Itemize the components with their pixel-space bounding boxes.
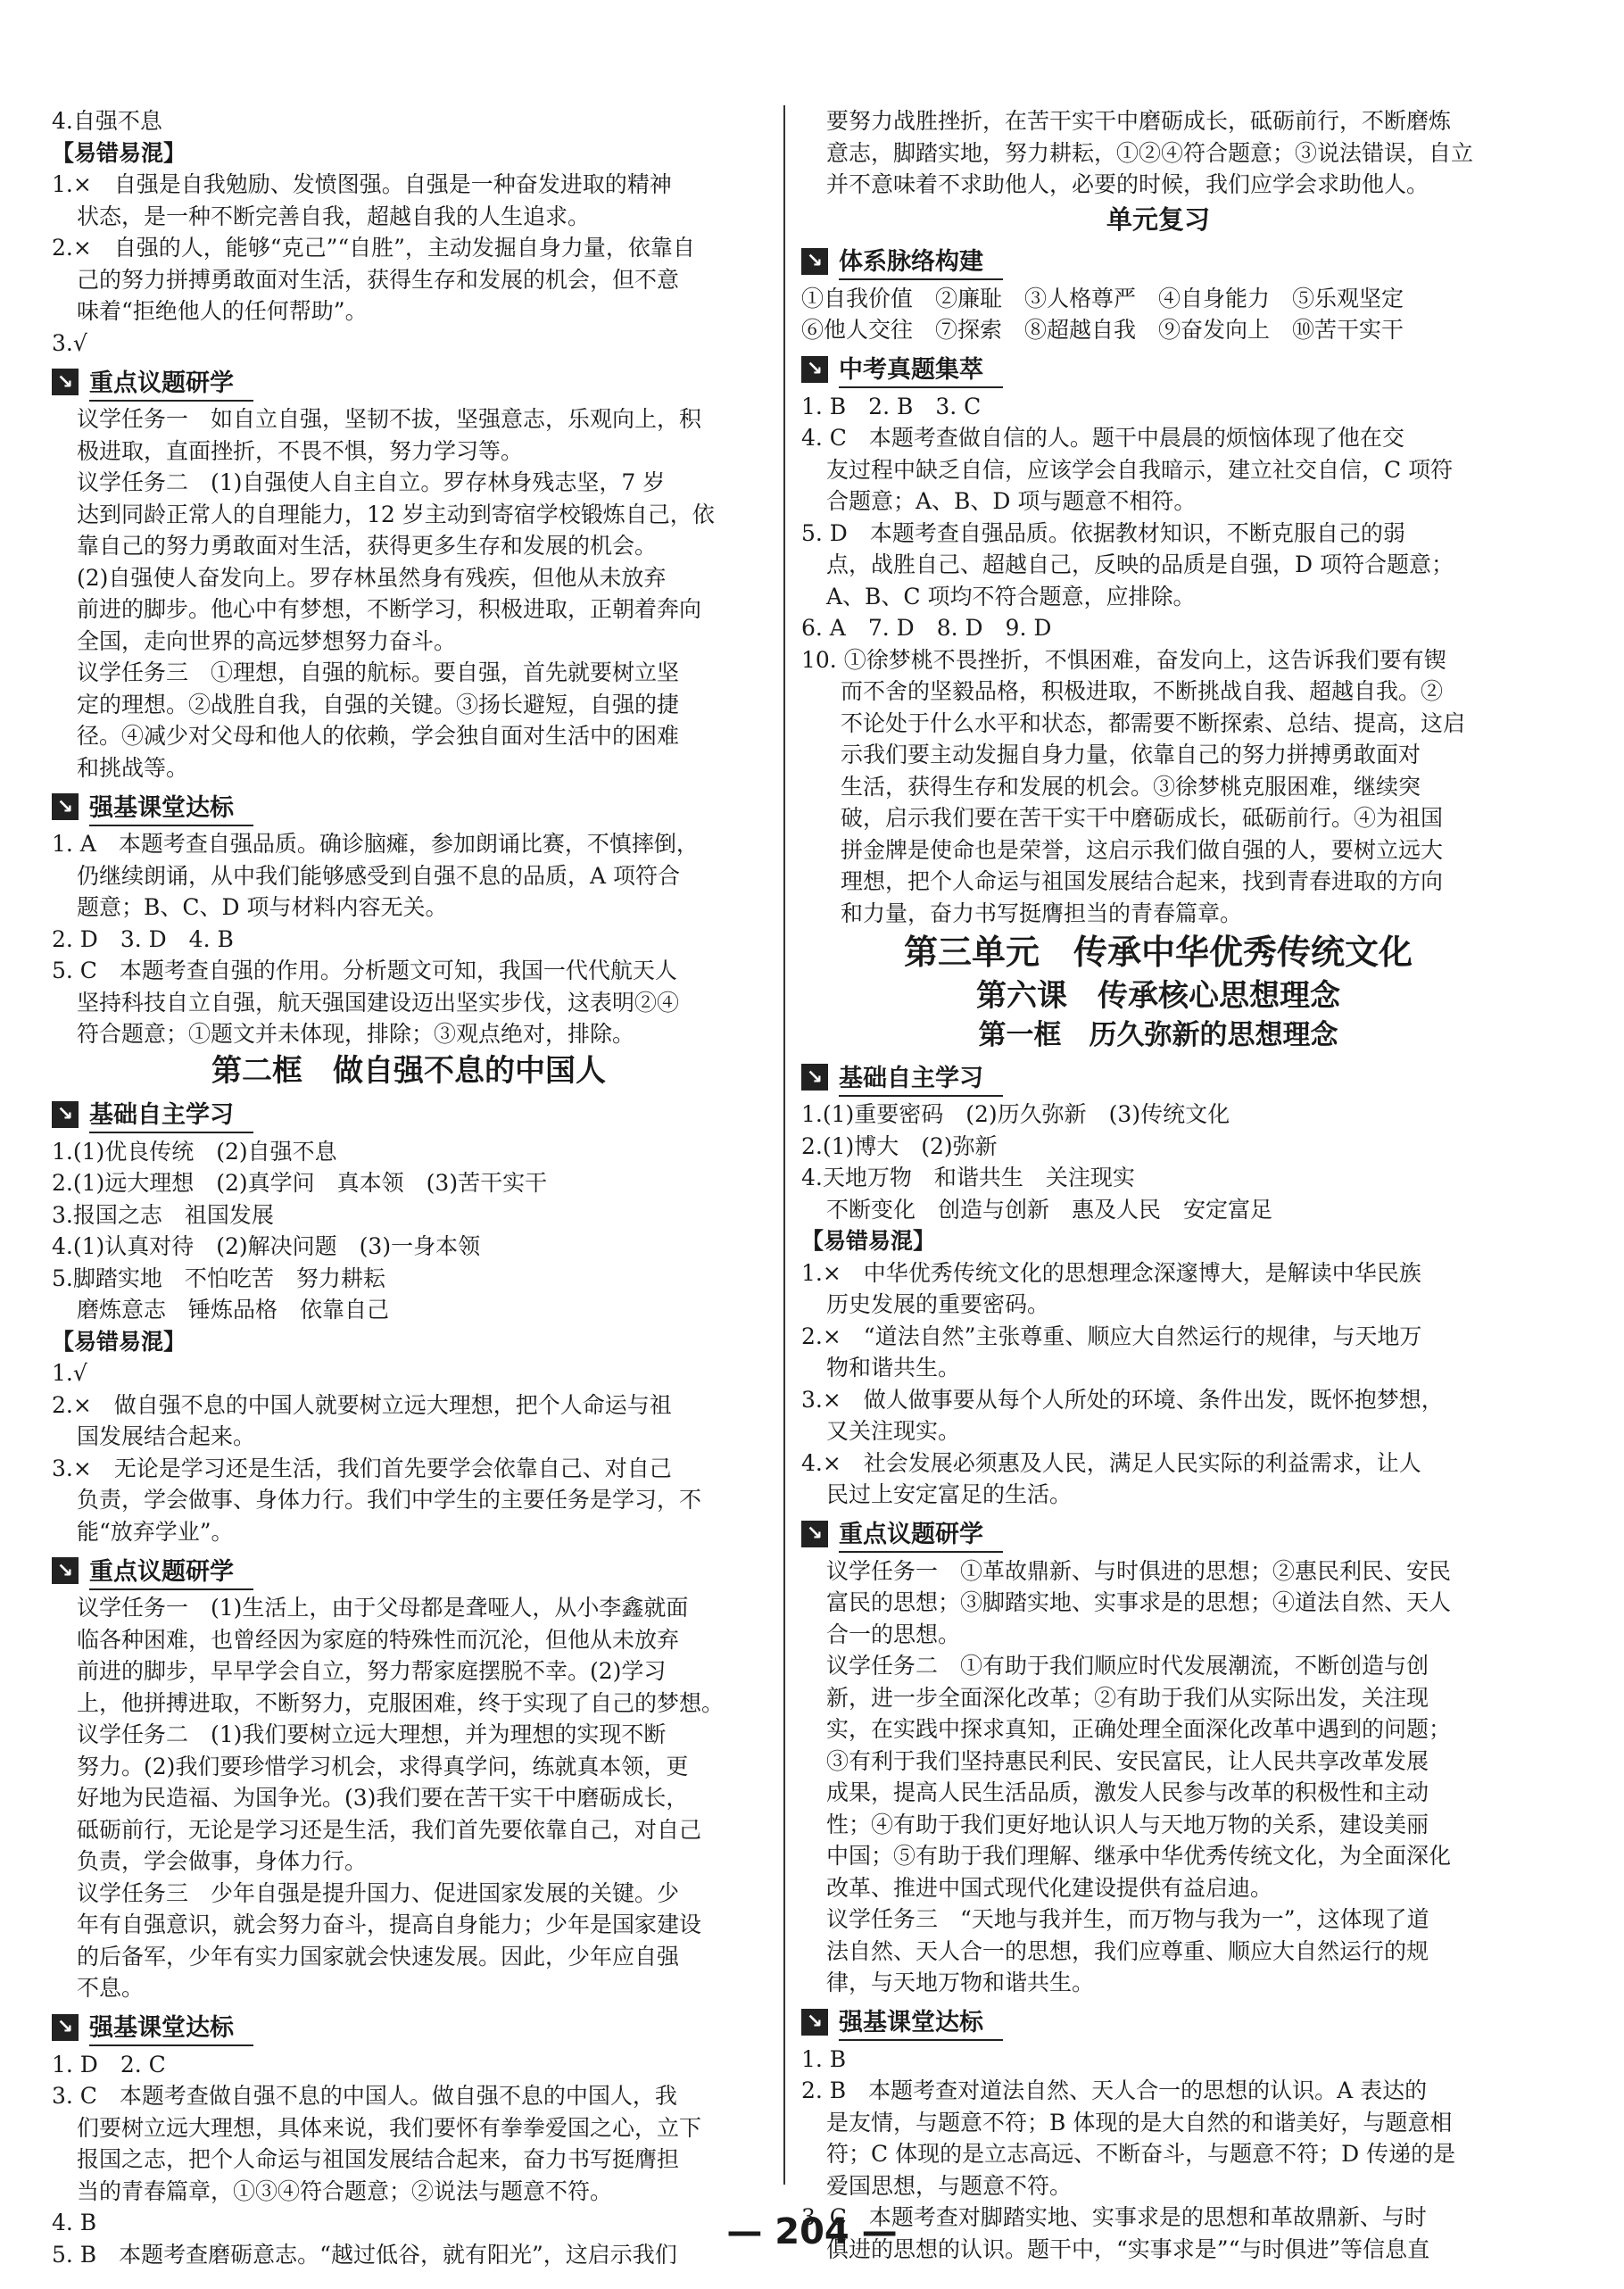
text-line: 议学任务一 如自立自强，坚韧不拔，坚强意志，乐观向上，积 [77,406,702,432]
text-line: 好地为民造福、为国争光。(3)我们要在苦干实干中磨砺成长， [77,1785,689,1811]
text-line: 4. C 本题考查做自信的人。题干中晨晨的烦恼体现了他在交 [801,425,1404,451]
text-line: 合一的思想。 [826,1621,961,1647]
section-header [801,1514,1515,1554]
text-line: 达到同龄正常人的自理能力，12 岁主动到寄宿学校锻炼自己，依 [77,501,715,527]
unit-title: 第三单元 传承中华优秀传统文化 [903,933,1413,972]
text-line: 全国，走向世界的高远梦想努力奋斗。 [77,627,457,654]
section-header-label: 体系脉络构建 [839,242,1003,280]
arrow-icon: ↘ [801,2009,828,2036]
text-line: 不论处于什么水平和状态，都需要不断探索、总结、提高，这启 [841,709,1466,736]
text-line: 新，进一步全面深化改革；②有助于我们从实际出发，关注现 [826,1684,1429,1711]
text-line: 议学任务二 ①有助于我们顺应时代发展潮流，不断创造与创 [826,1653,1429,1679]
text-line: 5. C 本题考查自强的作用。分析题文可知，我国一代代航天人 [52,958,677,983]
text-line: 改革、推进中国式现代化建设提供有益启迪。 [826,1874,1273,1901]
text-line: 4. B [52,2210,97,2235]
text-line: 物和谐共生。 [826,1355,961,1381]
text-line: 3.× 无论是学习还是生活，我们首先要学会依靠自己、对自己 [52,1455,672,1481]
arrow-icon: ↘ [52,793,79,820]
text-line: 2.× 做自强不息的中国人就要树立远大理想，把个人命运与祖 [52,1391,672,1418]
text-line: 4.自强不息 [52,108,162,134]
text-line: 1. B 2. B 3. C [801,393,982,419]
text-line: 议学任务二 (1)我们要树立远大理想，并为理想的实现不断 [77,1721,667,1747]
text-line: 3.√ [52,329,87,356]
text-line: 砥砺前行，无论是学习还是生活，我们首先要依靠自己，对自己 [77,1816,702,1843]
text-line: 1.√ [52,1360,87,1386]
text-line: 己的努力拼搏勇敢面对生活，获得生存和发展的机会，但不意 [77,266,680,293]
section-header [801,2003,1515,2042]
section-header-label: 强基课堂达标 [89,2008,253,2046]
section-header [52,2008,766,2047]
text-line: 味着“拒绝他人的任何帮助”。 [77,298,368,324]
text-line: 3. C 本题考查做自强不息的中国人。做自强不息的中国人，我 [52,2083,677,2109]
section-title: 单元复习 [1106,203,1210,235]
left-column [52,105,766,2270]
subsection-label: 【易错易混】 [801,1228,936,1254]
text-line: 点，战胜自己、超越自己，反映的品质是自强，D 项符合题意； [826,552,1454,577]
text-line: 负责，学会做事，身体力行。 [77,1848,368,1874]
text-line: A、B、C 项均不符合题意，应排除。 [826,583,1196,610]
text-line: 6. A 7. D 8. D 9. D [801,615,1052,641]
text-line: 3.× 做人做事要从每个人所处的环境、条件出发，既怀抱梦想， [801,1386,1444,1413]
text-line: 2.(1)远大理想 (2)真学问 真本领 (3)苦干实干 [52,1170,548,1196]
subsection-label: 【易错易混】 [52,1328,186,1355]
lesson-title: 第二框 做自强不息的中国人 [211,1052,606,1089]
text-line: 4.天地万物 和谐共生 关注现实 [801,1165,1135,1190]
text-line: 1. B [801,2045,847,2072]
text-line: 1.× 自强是自我勉励、发愤图强。自强是一种奋发进取的精神 [52,171,672,197]
section-header-label: 中考真题集萃 [839,350,1003,388]
arrow-icon: ↘ [52,369,79,395]
text-line: 破，启示我们要在苦干实干中磨砺成长，砥砺前行。④为祖国 [841,805,1444,831]
arrow-icon: ↘ [801,356,828,383]
text-line: 坚持科技自立自强，航天强国建设迈出坚实步伐，这表明②④ [77,989,680,1016]
text-line: 10. ①徐梦桃不畏挫折，不惧困难，奋发向上，这告诉我们要有锲 [801,646,1446,673]
text-line: ⑥他人交往 ⑦探索 ⑧超越自我 ⑨奋发向上 ⑩苦干实干 [801,317,1404,343]
text-line: 议学任务三 少年自强是提升国力、促进国家发展的关键。少 [77,1879,680,1906]
text-line: 中国；⑤有助于我们理解、继承中华优秀传统文化，为全面深化 [826,1843,1452,1869]
section-header [52,787,766,826]
text-line: 议学任务一 ①革故鼎新、与时俱进的思想；②惠民利民、安民 [826,1557,1452,1584]
text-line: 1.(1)优良传统 (2)自强不息 [52,1138,337,1165]
text-line: 合题意；A、B、D 项与题意不相符。 [826,488,1197,514]
text-line: 1.× 中华优秀传统文化的思想理念深邃博大，是解读中华民族 [801,1259,1421,1286]
text-line: 和力量，奋力书写挺膺担当的青春篇章。 [841,900,1243,926]
text-line: 3.报国之志 祖国发展 [52,1201,274,1228]
text-line: 2. D 3. D 4. B [52,925,234,952]
page-number: — 204 — [726,2211,898,2252]
text-line: 意志，脚踏实地，努力耕耘，①②④符合题意；③说法错误，自立 [826,139,1474,166]
text-line: 5. B 本题考查磨砺意志。“越过低谷，就有阳光”，这启示我们 [52,2241,677,2268]
text-line: 议学任务三 ①理想，自强的航标。要自强，首先就要树立坚 [77,659,680,685]
text-line: 律，与天地万物和谐共生。 [826,1970,1095,1995]
arrow-icon: ↘ [801,1064,828,1091]
text-line: 1. D 2. C [52,2051,166,2078]
text-line: 法自然、天人合一的思想，我们应尊重、顺应大自然运行的规 [826,1937,1429,1964]
lesson-title: 第六课 传承核心思想理念 [976,978,1340,1014]
text-line: 径。④减少对父母和他人的依赖，学会独自面对生活中的困难 [77,723,680,749]
text-line: 俱进的思想的认识。题干中，“实事求是”“与时俱进”等信息直 [826,2235,1430,2262]
text-line: 1.(1)重要密码 (2)历久弥新 (3)传统文化 [801,1101,1230,1127]
text-line: 4.× 社会发展必须惠及人民，满足人民实际的利益需求，让人 [801,1449,1421,1476]
text-line: 富民的思想；③脚踏实地、实事求是的思想；④道法自然、天人 [826,1589,1452,1615]
text-line: 又关注现实。 [826,1418,961,1444]
text-line: 1. A 本题考查自强品质。确诊脑瘫，参加朗诵比赛，不慎摔倒， [52,831,699,857]
text-line: 议学任务一 (1)生活上，由于父母都是聋哑人，从小李鑫就面 [77,1595,689,1621]
text-line: 拼金牌是使命也是荣誉，这启示我们做自强的人，要树立远大 [841,836,1444,863]
section-header [801,350,1515,389]
text-line: 而不舍的坚毅品格，积极进取，不断挑战自我、超越自我。② [841,678,1444,704]
text-line: 实，在实践中探求真知，正确处理全面深化改革中遇到的问题； [826,1716,1452,1742]
text-line: (2)自强使人奋发向上。罗存林虽然身有残疾，但他从未放弃 [77,564,667,591]
text-line: 友过程中缺乏自信，应该学会自我暗示，建立社交自信，C 项符 [826,456,1454,483]
text-line: 2. B 本题考查对道法自然、天人合一的思想的认识。A 表达的 [801,2078,1428,2103]
text-line: 生活，获得生存和发展的机会。③徐梦桃克服困难，继续突 [841,773,1421,800]
arrow-icon: ↘ [801,1521,828,1547]
text-line: 和挑战等。 [77,754,189,781]
text-line: 前进的脚步。他心中有梦想，不断学习，积极进取，正朝着奔向 [77,596,702,622]
column-divider [783,105,785,2185]
text-line: 仍继续朗诵，从中我们能够感受到自强不息的品质，A 项符合 [77,862,681,889]
text-line: 上，他拼搏进取，不断努力，克服困难，终于实现了自己的梦想。 [77,1689,725,1716]
text-line: 历史发展的重要密码。 [826,1291,1050,1317]
text-line: 磨炼意志 锤炼品格 依靠自己 [77,1297,390,1323]
section-header-label: 强基课堂达标 [89,788,253,826]
section-header-label: 基础自主学习 [839,1058,1003,1097]
text-line: 是友情，与题意不符；B 体现的是大自然的和谐美好，与题意相 [826,2109,1453,2136]
section-header [801,1057,1515,1097]
text-line: 状态，是一种不断完善自我，超越自我的人生追求。 [77,203,591,229]
text-line: 不断变化 创造与创新 惠及人民 安定富足 [826,1196,1273,1223]
text-line: 2.(1)博大 (2)弥新 [801,1132,998,1159]
text-line: 3. C 本题考查对脚踏实地、实事求是的思想和革故鼎新、与时 [801,2204,1427,2230]
section-header [801,242,1515,281]
arrow-icon: ↘ [52,1101,79,1128]
section-header-label: 重点议题研学 [839,1514,1003,1553]
section-header-label: 重点议题研学 [89,363,253,402]
text-line: 理想，把个人命运与祖国发展结合起来，找到青春进取的方向 [841,868,1444,894]
text-line: 能“放弃学业”。 [77,1518,234,1545]
text-line: 5. D 本题考查自强品质。依据教材知识，不断克服自己的弱 [801,519,1405,546]
text-line: 负责，学会做事、身体力行。我们中学生的主要任务是学习，不 [77,1487,702,1513]
text-line: 议学任务三 “天地与我并生，而万物与我为一”，这体现了道 [826,1906,1429,1932]
text-line: 国发展结合起来。 [77,1423,256,1449]
text-line: 并不意味着不求助他人，必要的时候，我们应学会求助他人。 [826,171,1429,197]
section-header [52,362,766,402]
subsection-label: 【易错易混】 [52,139,186,166]
section-header [52,1095,766,1134]
text-line: 努力。(2)我们要珍惜学习机会，求得真学问，练就真本领，更 [77,1753,689,1779]
text-line: 要努力战胜挫折，在苦干实干中磨砺成长，砥砺前行，不断磨炼 [826,108,1452,134]
text-line: 示我们要主动发掘自身力量，依靠自己的努力拼搏勇敢面对 [841,742,1421,767]
text-line: 5.脚踏实地 不怕吃苦 努力耕耘 [52,1265,385,1291]
text-line: 报国之志，把个人命运与祖国发展结合起来，奋力书写挺膺担 [77,2146,680,2172]
text-line: 极进取，直面挫折，不畏不惧，努力学习等。 [77,437,524,464]
text-line: 不息。 [77,1975,145,2001]
text-line: 符；C 体现的是立志高远、不断奋斗，与题意不符；D 传递的是 [826,2141,1456,2167]
arrow-icon: ↘ [52,2014,79,2041]
text-line: ①自我价值 ②廉耻 ③人格尊严 ④自身能力 ⑤乐观坚定 [801,285,1404,311]
text-line: 成果，提高人民生活品质，激发人民参与改革的积极性和主动 [826,1779,1429,1805]
section-header-label: 基础自主学习 [89,1095,253,1133]
text-line: 靠自己的努力勇敢面对生活，获得更多生存和发展的机会。 [77,533,658,559]
text-line: 定的理想。②战胜自我，自强的关键。③扬长避短，自强的捷 [77,691,680,717]
text-line: 临各种困难，也曾经因为家庭的特殊性而沉沦，但他从未放弃 [77,1626,680,1653]
text-line: 前进的脚步，早早学会自立，努力帮家庭摆脱不幸。(2)学习 [77,1658,667,1684]
text-line: 2.× 自强的人，能够“克己”“自胜”，主动发掘自身力量，依靠自 [52,235,695,261]
section-header-label: 强基课堂达标 [839,2003,1003,2041]
text-line: 题意；B、C、D 项与材料内容无关。 [77,894,448,920]
section-header-label: 重点议题研学 [89,1552,253,1590]
arrow-icon: ↘ [801,248,828,275]
text-line: 民过上安定富足的生活。 [826,1481,1073,1507]
text-line: 年有自强意识，就会努力奋斗，提高自身能力；少年是国家建设 [77,1912,702,1937]
text-line: 的后备军，少年有实力国家就会快速发展。因此，少年应自强 [77,1943,680,1970]
text-line: 性；④有助于我们更好地认识人与天地万物的关系，建设美丽 [826,1811,1429,1837]
text-line: 符合题意；①题文并未体现，排除；③观点绝对，排除。 [77,1021,635,1047]
text-line: ③有利于我们坚持惠民利民、安民富民，让人民共享改革发展 [826,1747,1429,1774]
text-line: 2.× “道法自然”主张尊重、顺应大自然运行的规律，与天地万 [801,1323,1422,1349]
text-line: 们要树立远大理想，具体来说，我们要怀有拳拳爱国之心，立下 [77,2114,702,2141]
arrow-icon: ↘ [52,1557,79,1584]
right-column [801,105,1515,2265]
text-line: 议学任务二 (1)自强使人自主自立。罗存林身残志坚，7 岁 [77,469,666,495]
text-line: 4.(1)认真对待 (2)解决问题 (3)一身本领 [52,1233,481,1259]
section-title: 第一框 历久弥新的思想理念 [978,1019,1338,1051]
text-line: 当的青春篇章，①③④符合题意；②说法与题意不符。 [77,2177,613,2204]
section-header [52,1551,766,1590]
text-line: 爱国思想，与题意不符。 [826,2172,1073,2199]
